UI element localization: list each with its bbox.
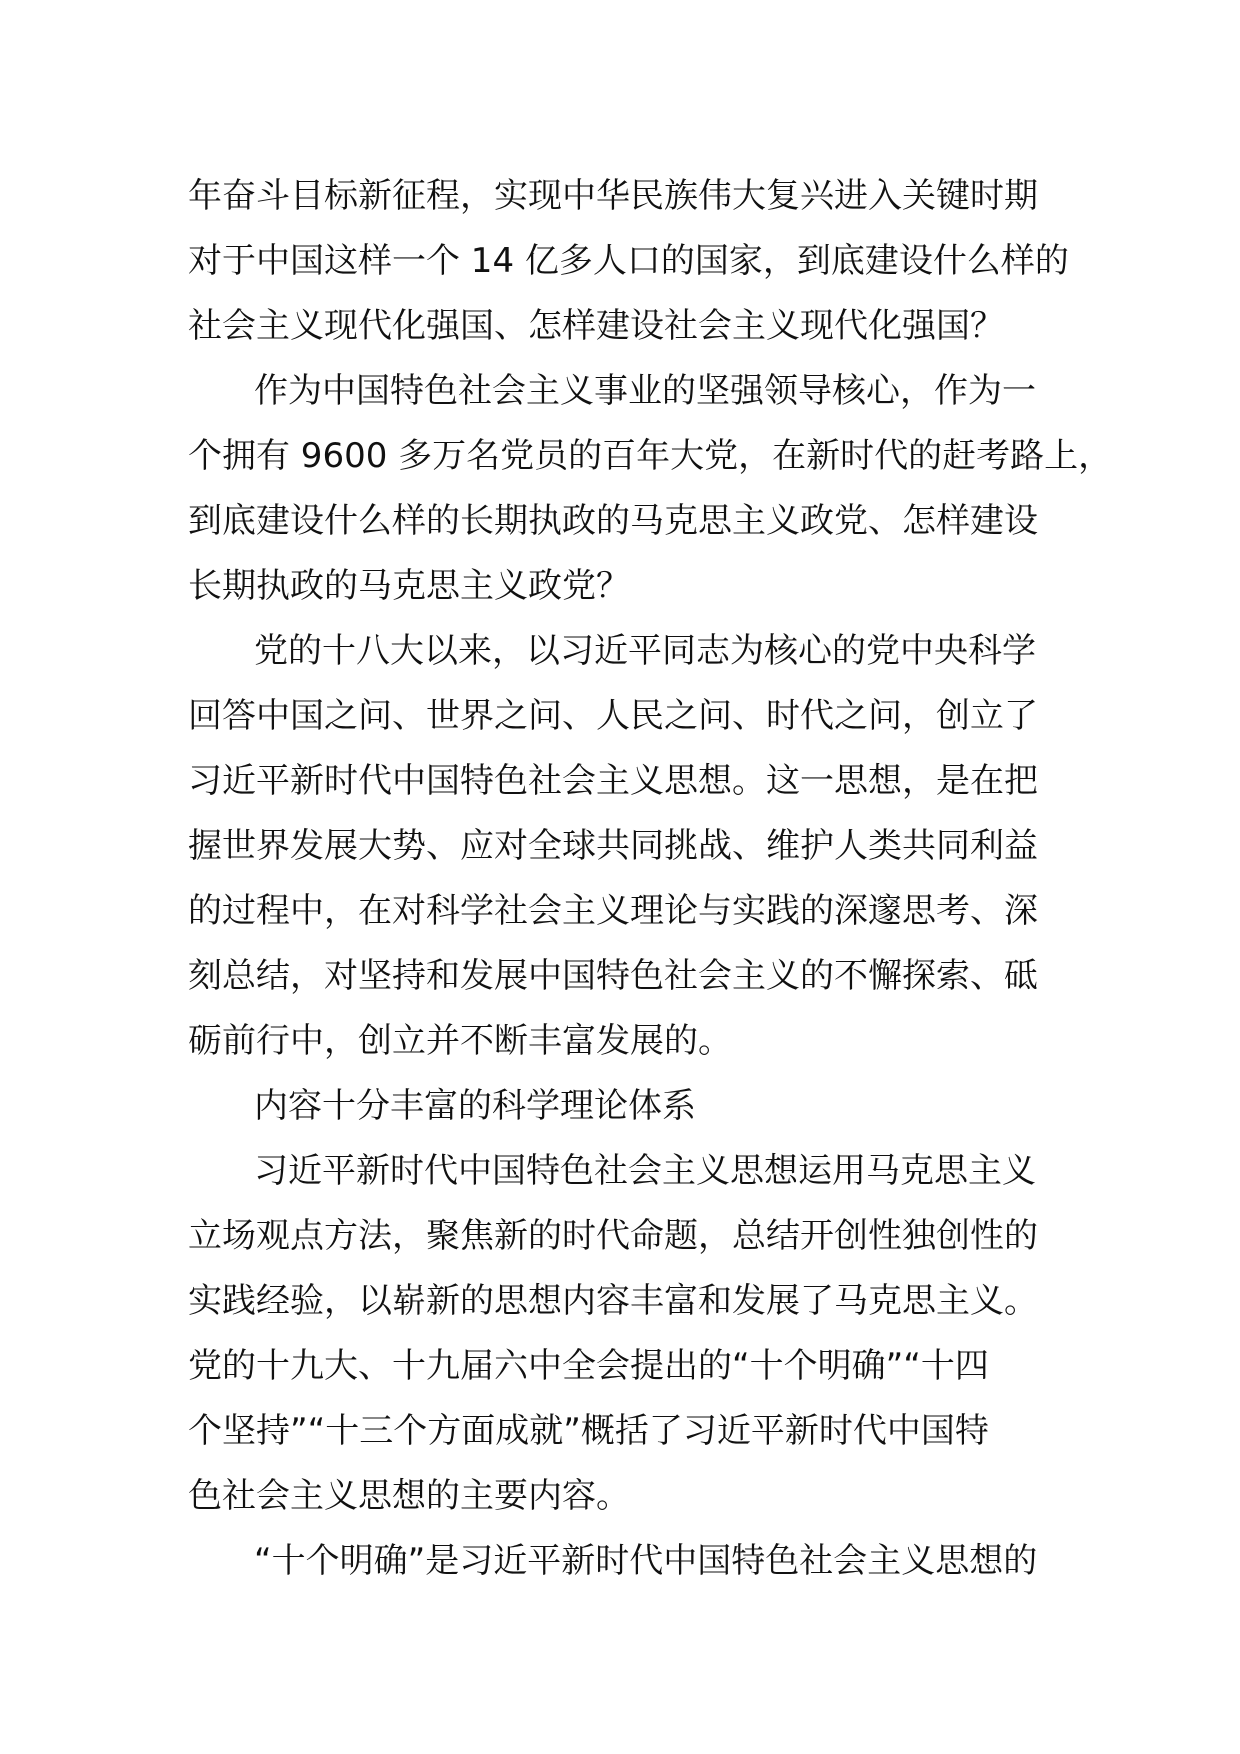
text-line: 习近平新时代中国特色社会主义思想运用马克思主义 — [254, 1151, 1036, 1191]
text-line: 个拥有 9600 多万名党员的百年大党，在新时代的赶考路上， — [188, 436, 1113, 476]
text-line: 对于中国这样一个 14 亿多人口的国家，到底建设什么样的 — [188, 241, 1069, 281]
text-line: 的过程中，在对科学社会主义理论与实践的深邃思考、深 — [188, 891, 1038, 931]
text-line: 作为中国特色社会主义事业的坚强领导核心，作为一 — [254, 371, 1036, 411]
text-line: 回答中国之问、世界之问、人民之问、时代之问，创立了 — [188, 696, 1038, 736]
text-line: 握世界发展大势、应对全球共同挑战、维护人类共同利益 — [188, 826, 1038, 866]
text-line: 实践经验，以崭新的思想内容丰富和发展了马克思主义。 — [188, 1281, 1038, 1321]
text-line: 刻总结，对坚持和发展中国特色社会主义的不懈探索、砥 — [188, 956, 1038, 996]
text-line: 党的十八大以来，以习近平同志为核心的党中央科学 — [254, 631, 1036, 671]
text-line: 习近平新时代中国特色社会主义思想。这一思想，是在把 — [188, 761, 1038, 801]
text-line: “十个明确”是习近平新时代中国特色社会主义思想的 — [254, 1541, 1038, 1581]
text-line: 砺前行中，创立并不断丰富发展的。 — [188, 1021, 732, 1061]
text-line: 党的十九大、十九届六中全会提出的“十个明确”“十四 — [188, 1346, 989, 1386]
text-line: 社会主义现代化强国、怎样建设社会主义现代化强国？ — [188, 306, 1004, 346]
text-line: 立场观点方法，聚焦新的时代命题，总结开创性独创性的 — [188, 1216, 1038, 1256]
text-line: 到底建设什么样的长期执政的马克思主义政党、怎样建设 — [188, 501, 1038, 541]
text-line: 长期执政的马克思主义政党？ — [188, 566, 630, 606]
text-line: 年奋斗目标新征程，实现中华民族伟大复兴进入关键时期 — [188, 176, 1038, 216]
document-body — [188, 164, 1113, 1594]
text-line: 内容十分丰富的科学理论体系 — [254, 1086, 696, 1126]
text-line: 个坚持”“十三个方面成就”概括了习近平新时代中国特 — [188, 1411, 989, 1451]
text-line: 色社会主义思想的主要内容。 — [188, 1476, 630, 1516]
